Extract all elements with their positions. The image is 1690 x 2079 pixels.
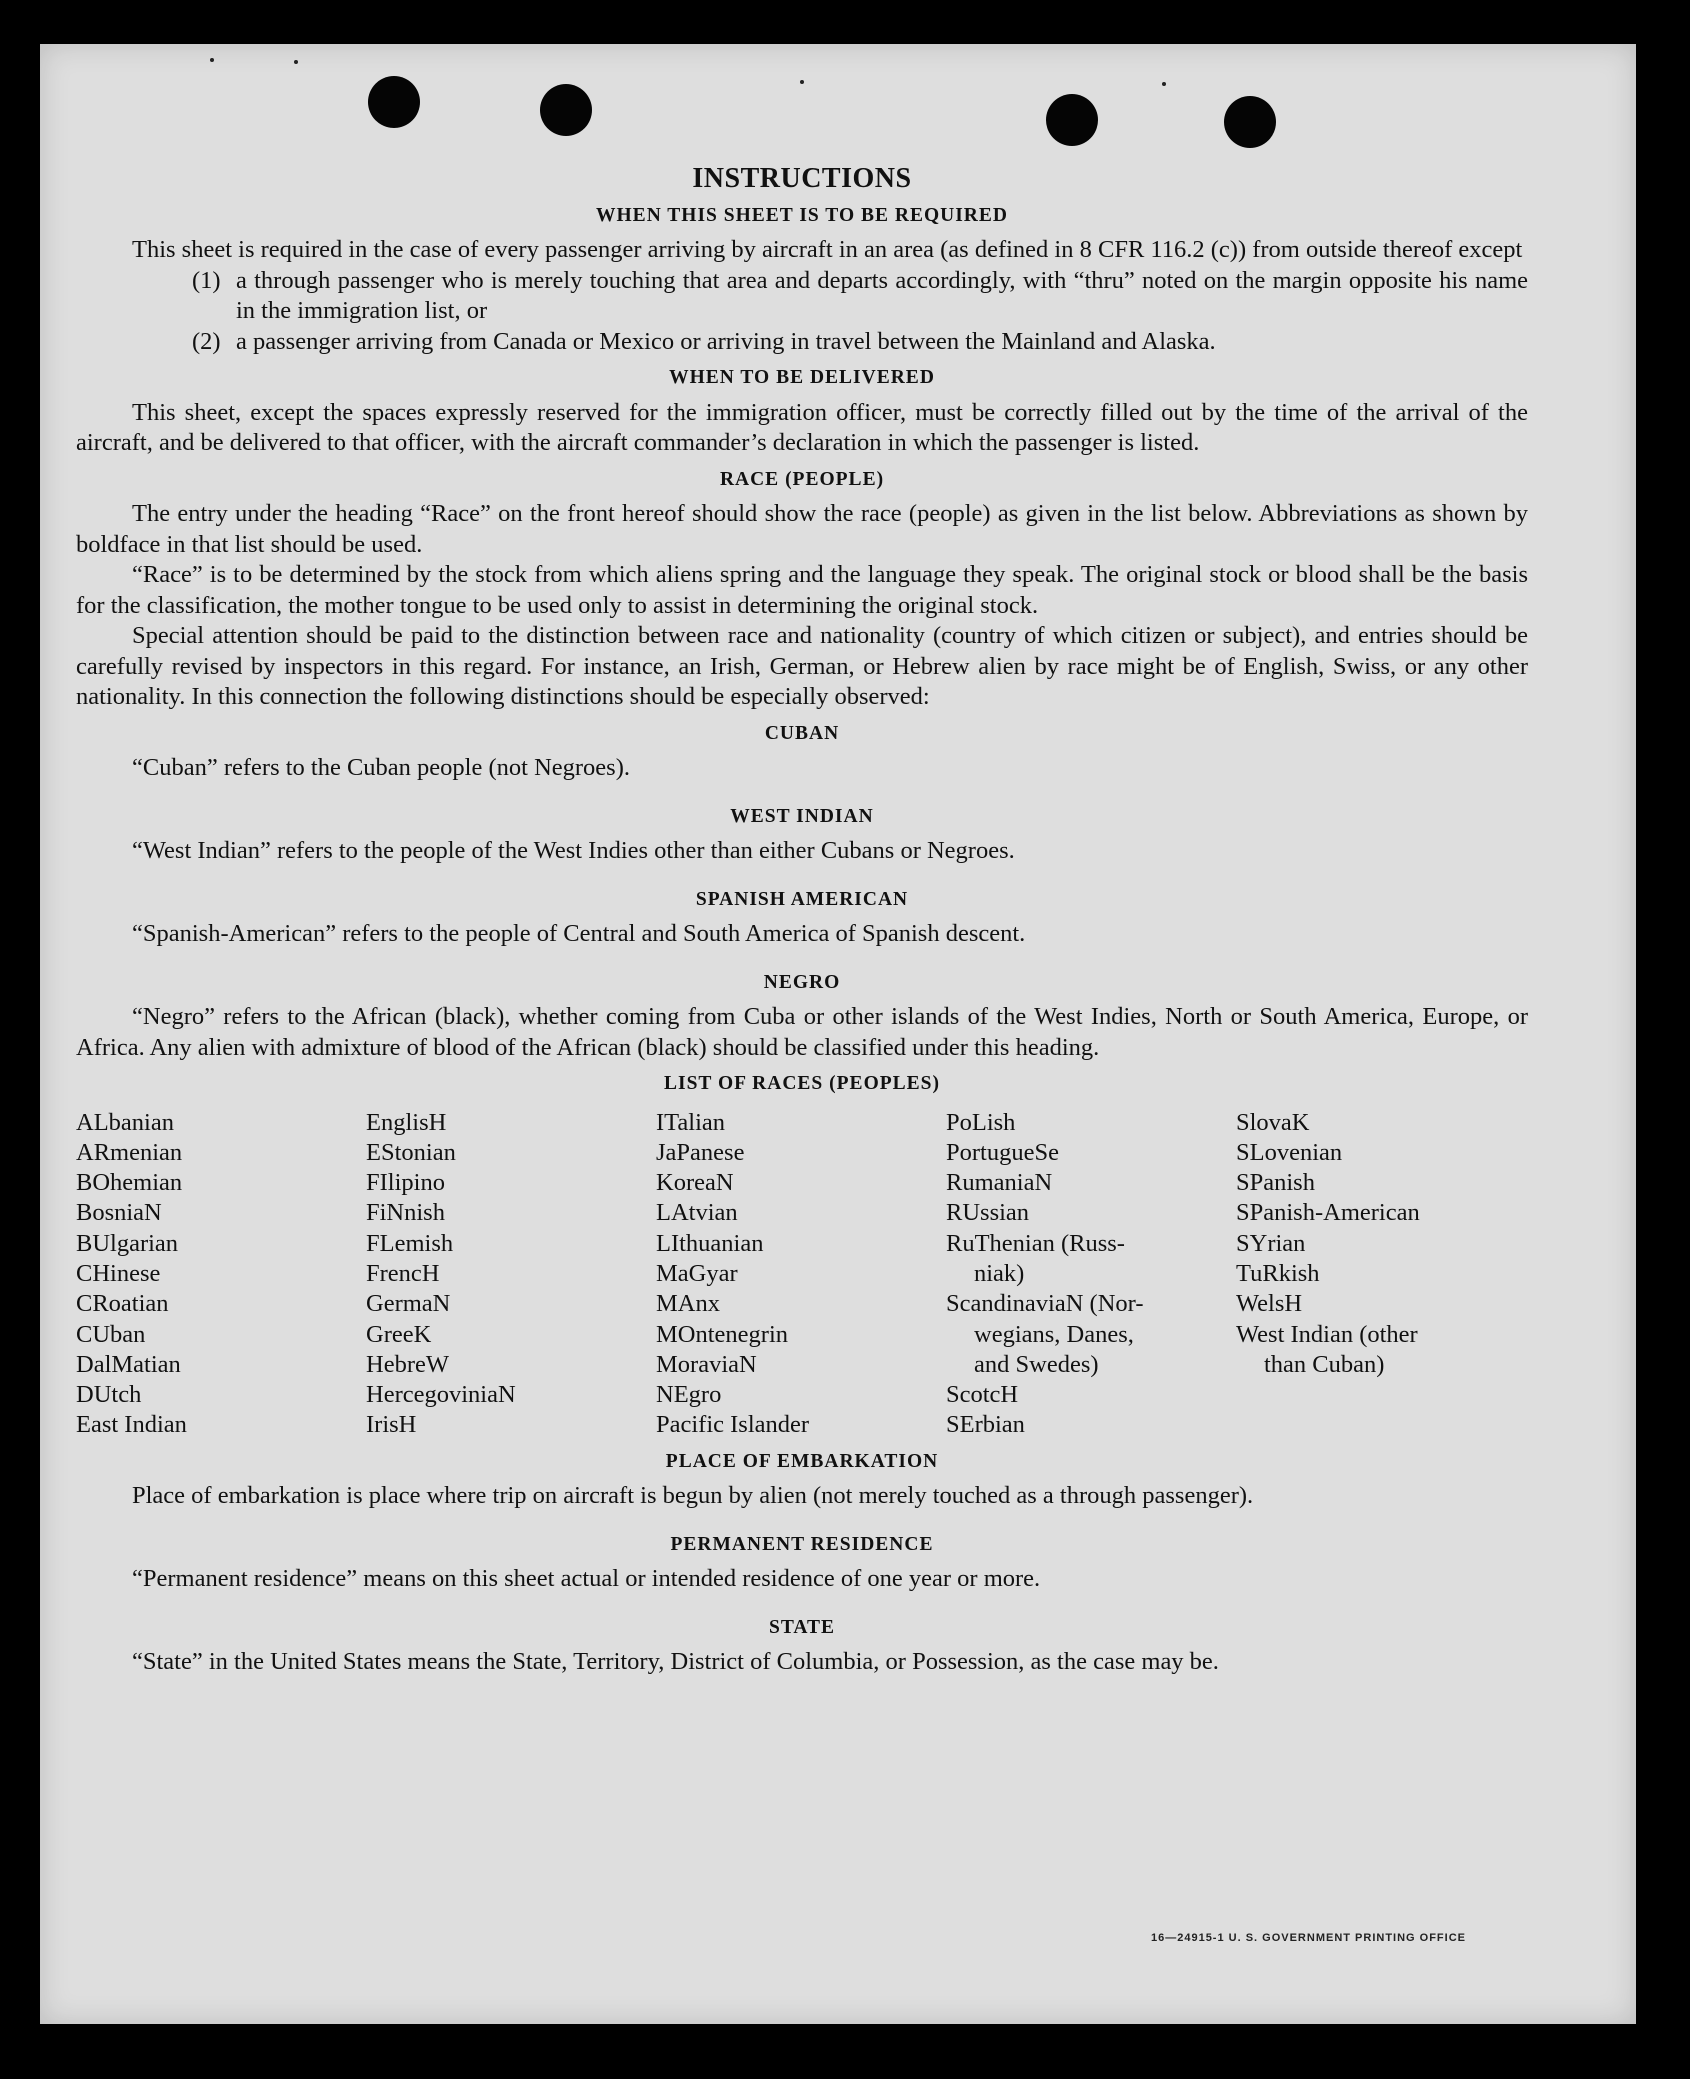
race-entry: ARmenian: [76, 1138, 183, 1166]
races-column: [366, 1108, 656, 1441]
heading-when-delivered: WHEN TO BE DELIVERED: [669, 367, 935, 388]
paragraph-when-delivered: This sheet, except the spaces expressly reserved for the immigration officer, must be correctly filled out by the time of the arrival of the aircraft, and be delivered to that officer, with the aircraft commander’s declaration in which the passenger is listed.: [76, 398, 1528, 456]
race-entry: FIlipino: [366, 1169, 445, 1197]
race-entry: NEgro: [656, 1381, 722, 1409]
speck: [1162, 82, 1166, 86]
race-entry: KoreaN: [656, 1169, 734, 1197]
race-entry: LAtvian: [656, 1199, 738, 1227]
paragraph-race-1: The entry under the heading “Race” on the front hereof should show the race (people) as given in the list below. Abbreviations as shown by boldface in that list should be used.: [76, 500, 1528, 558]
race-entry: PortugueSe: [946, 1138, 1059, 1166]
race-entry: FLemish: [366, 1229, 454, 1257]
race-entry: ITalian: [656, 1108, 726, 1136]
race-entry: DUtch: [76, 1381, 142, 1409]
races-column: [76, 1108, 366, 1441]
heading-when-required: WHEN THIS SHEET IS TO BE REQUIRED: [596, 204, 1008, 226]
heading-race: RACE (PEOPLE): [719, 468, 885, 490]
race-entry: ScandinaviaN (Nor-: [946, 1290, 1144, 1318]
race-entry: MOntenegrin: [656, 1320, 788, 1348]
race-entry: CHinese: [76, 1259, 161, 1287]
document-sheet: [40, 44, 1636, 2024]
race-entry: JaPanese: [656, 1138, 745, 1166]
race-entry-continuation: than Cuban): [1264, 1350, 1385, 1378]
race-entry: GreeK: [366, 1320, 432, 1348]
race-entry-continuation: and Swedes): [974, 1350, 1099, 1378]
race-entry: FiNnish: [366, 1199, 445, 1227]
race-entry: WelsH: [1236, 1290, 1303, 1318]
race-entry: SlovaK: [1236, 1108, 1310, 1136]
list-item: [192, 266, 1528, 327]
paragraph-west-indian: “West Indian” refers to the people of the West Indies other than either Cubans or Negroes.: [132, 837, 1015, 864]
race-entry: RumaniaN: [946, 1169, 1053, 1197]
list-item: [192, 327, 1528, 358]
race-entry: ScotcH: [946, 1381, 1019, 1409]
race-entry: SPanish-American: [1236, 1199, 1420, 1227]
race-entry: CRoatian: [76, 1290, 169, 1318]
race-entry: MaGyar: [656, 1259, 738, 1287]
race-entry: East Indian: [76, 1411, 187, 1439]
paragraph-permanent-residence: “Permanent residence” means on this sheet actual or intended residence of one year or more.: [132, 1565, 1041, 1593]
print-code: 16—24915-1 U. S. GOVERNMENT PRINTING OFFICE: [1150, 1932, 1466, 1944]
race-entry: SYrian: [1236, 1229, 1306, 1257]
races-column: [1236, 1108, 1526, 1441]
heading-list-of-races: LIST OF RACES (PEOPLES): [663, 1073, 940, 1094]
race-entry-continuation: wegians, Danes,: [974, 1320, 1134, 1348]
race-entry: BUlgarian: [76, 1229, 179, 1257]
instructions-content: [76, 164, 1528, 1678]
heading-cuban: CUBAN: [764, 722, 840, 744]
heading-spanish-american: SPANISH AMERICAN: [695, 888, 909, 910]
race-entry: TuRkish: [1236, 1259, 1320, 1287]
race-entry: Pacific Islander: [656, 1411, 810, 1439]
race-entry: MAnx: [656, 1290, 720, 1318]
race-entry: PoLish: [946, 1108, 1016, 1136]
paragraph-spanish-american: “Spanish-American” refers to the people of Central and South America of Spanish descent.: [132, 920, 1026, 947]
race-entry: FrencH: [366, 1259, 440, 1287]
race-entry: IrisH: [366, 1411, 417, 1439]
race-entry: SPanish: [1236, 1169, 1315, 1197]
race-entry: HebreW: [366, 1350, 449, 1378]
race-entry: RUssian: [946, 1199, 1030, 1227]
race-entry: EnglisH: [366, 1108, 447, 1136]
race-entry: EStonian: [366, 1138, 456, 1166]
race-entry: West Indian (other: [1236, 1320, 1418, 1348]
paragraph-race-2: “Race” is to be determined by the stock from which aliens spring and the language they speak. The original stock or blood shall be the basis for the classification, the mother tongue to be used only to assist in determining the original stock.: [76, 561, 1528, 619]
heading-state: STATE: [768, 1616, 836, 1638]
races-column: [656, 1108, 946, 1441]
race-entry: CUban: [76, 1320, 146, 1348]
races-table: [76, 1108, 1528, 1441]
heading-west-indian: WEST INDIAN: [730, 805, 874, 827]
race-entry: HercegoviniaN: [366, 1381, 516, 1409]
punch-hole: [540, 84, 592, 136]
paragraph-negro: “Negro” refers to the African (black), whether coming from Cuba or other islands of the West Indies, North or South America, Europe, or Africa. Any alien with admixture of blood of the African (black) should be classified under this heading.: [76, 1003, 1528, 1061]
race-entry: GermaN: [366, 1290, 451, 1318]
race-entry: SLovenian: [1236, 1138, 1343, 1166]
race-entry: BOhemian: [76, 1169, 183, 1197]
races-column: [946, 1108, 1236, 1441]
heading-negro: NEGRO: [763, 971, 841, 993]
speck: [800, 80, 804, 84]
race-entry: DalMatian: [76, 1350, 181, 1378]
race-entry: BosniaN: [76, 1199, 162, 1227]
race-entry: SErbian: [946, 1411, 1025, 1439]
paragraph-embarkation: Place of embarkation is place where trip on aircraft is begun by alien (not merely touched as a through passenger).: [132, 1482, 1254, 1510]
punch-hole: [368, 76, 420, 128]
race-entry: RuThenian (Russ-: [946, 1229, 1125, 1257]
paragraph-race-3: Special attention should be paid to the distinction between race and nationality (country of which citizen or subject), and entries should be carefully revised by inspectors in this regard. For instance, an Irish, German, or Hebrew alien by race might be of English, Swiss, or any other nationality. In this connection the following distinctions should be especially observed:: [76, 622, 1528, 710]
race-entry: LIthuanian: [656, 1229, 764, 1257]
punch-hole: [1224, 96, 1276, 148]
heading-embarkation: PLACE OF EMBARKATION: [665, 1450, 939, 1472]
race-entry: MoraviaN: [656, 1350, 757, 1378]
list-item-number: (1): [192, 266, 221, 294]
paragraph-state: “State” in the United States means the State, Territory, District of Columbia, or Possession, as the case may be.: [132, 1648, 1219, 1676]
race-entry: ALbanian: [76, 1108, 174, 1136]
punch-hole: [1046, 94, 1098, 146]
speck: [294, 60, 298, 64]
paragraph-when-required: This sheet is required in the case of every passenger arriving by aircraft in an area (as defined in 8 CFR 116.2 (c)) from outside thereof except: [132, 236, 1523, 263]
paragraph-cuban: “Cuban” refers to the Cuban people (not Negroes).: [132, 754, 630, 781]
list-item-text: a through passenger who is merely touching that area and departs accordingly, with “thru” noted on the margin opposite his name in the immigration list, or: [236, 266, 1528, 324]
list-item-text: a passenger arriving from Canada or Mexico or arriving in travel between the Mainland and Alaska.: [236, 327, 1216, 355]
heading-permanent-residence: PERMANENT RESIDENCE: [670, 1533, 934, 1555]
race-entry-continuation: niak): [974, 1259, 1025, 1287]
page-title: INSTRUCTIONS: [692, 163, 912, 194]
speck: [210, 58, 214, 62]
list-item-number: (2): [192, 327, 221, 355]
